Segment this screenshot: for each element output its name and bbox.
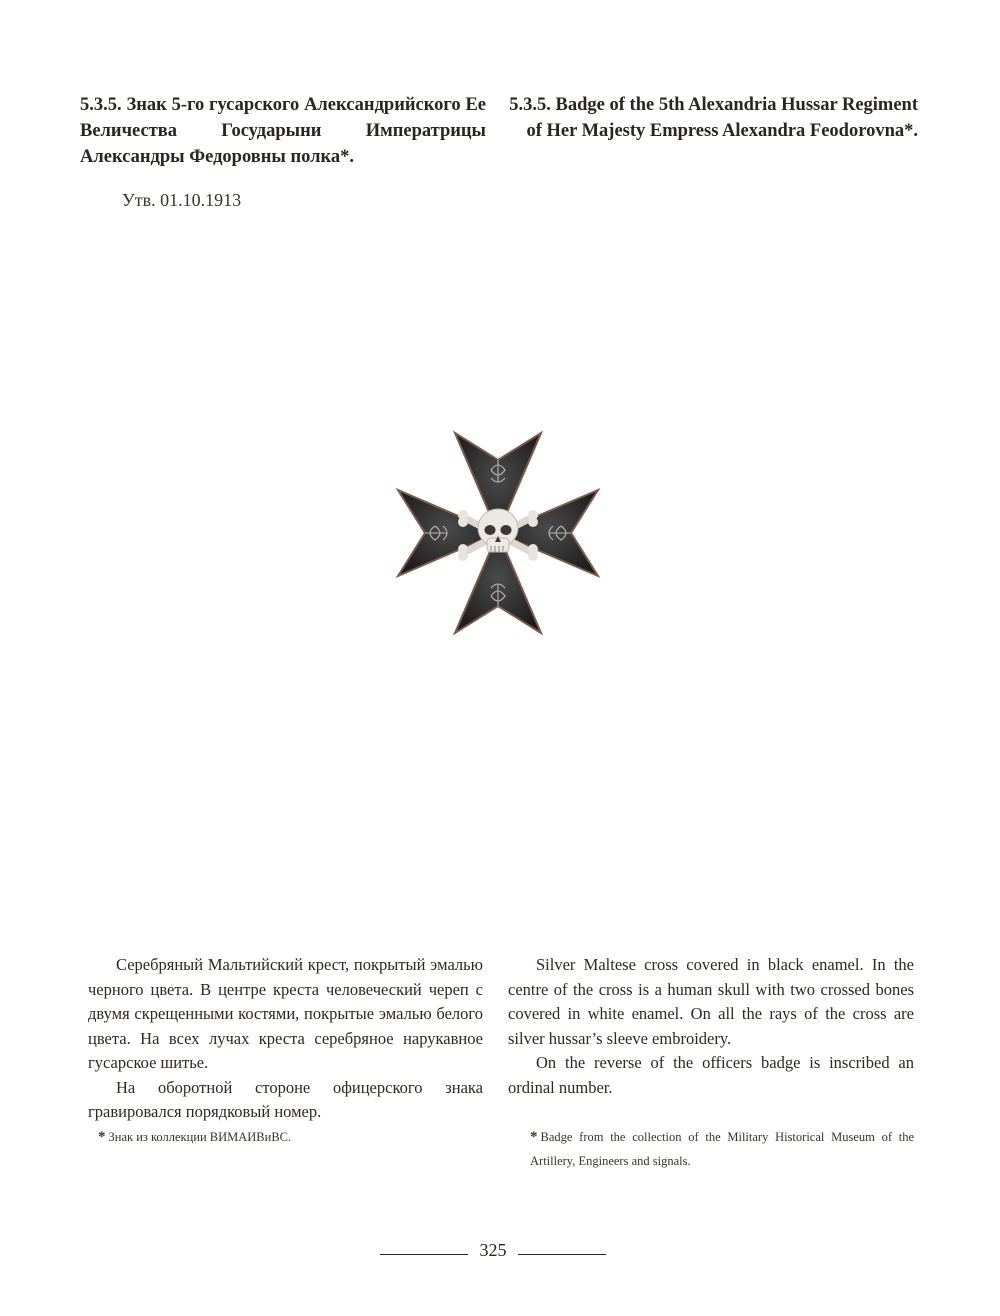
footnote-en — [530, 1125, 914, 1173]
heading-en: 5.3.5. Badge of the 5th Alexandria Hussar Regiment of Her Majesty Empress Alexandra Feodorovna*. — [509, 95, 918, 141]
page-folio — [380, 1240, 606, 1270]
footnote-en-text: Badge from the collection of the Military Historical Museum of the Artillery, Engineers and signals. — [530, 1130, 914, 1168]
footnote-marker: * — [98, 1129, 106, 1145]
approval-date: Утв. 01.10.1913 — [122, 190, 242, 210]
footnote-marker: * — [530, 1129, 538, 1145]
footnote-ru — [98, 1125, 478, 1149]
description-en-paragraph-1: Silver Maltese cross covered in black enamel. In the centre of the cross is a human skull with two crossed bones covered in white enamel. On all the rays of the cross are silver hussar’s sleeve embroidery. — [508, 955, 914, 1048]
description-en — [508, 953, 914, 1100]
description-ru-paragraph-1: Серебряный Мальтийский крест, покрытый эмалью черного цвета. В центре креста человеческий череп с двумя скрещенными костями, покрытые эмалью белого цвета. На всех лучах креста серебряное нарукавное гусарское шитье. — [88, 955, 483, 1072]
heading-ru: 5.3.5. Знак 5-го гусарского Александрийского Ее Величества Государыни Императрицы Александры Федоровны полка*. — [80, 95, 486, 167]
description-ru-paragraph-2: На оборотной стороне офицерского знака гравировался порядковый номер. — [88, 1077, 483, 1121]
description-ru — [88, 953, 483, 1125]
badge-maltese-cross-skull-icon — [395, 430, 601, 636]
description-en-paragraph-2: On the reverse of the officers badge is inscribed an ordinal number. — [508, 1053, 914, 1097]
footnote-ru-text: Знак из коллекции ВИМАИВиВС. — [108, 1130, 292, 1144]
page-number: 325 — [479, 1240, 507, 1260]
folio-rule-right — [518, 1254, 606, 1255]
